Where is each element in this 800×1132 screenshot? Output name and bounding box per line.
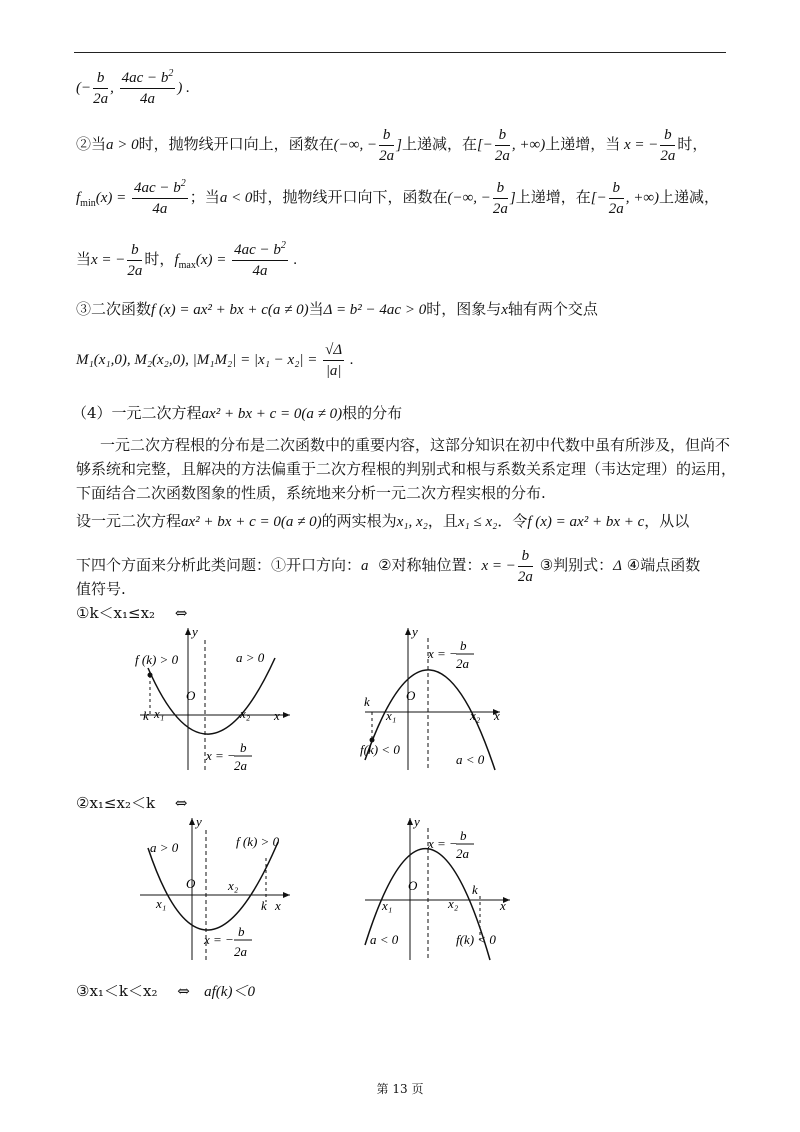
label-b: b	[460, 638, 467, 653]
label-x1: x₁	[382, 898, 393, 913]
label-fk: f(k) < 0	[360, 742, 400, 757]
paragraph-line-4: 设一元二次方程ax² + bx + c = 0(a ≠ 0)的两实根为x₁, x₂，且x₁ ≤ x₂．令f (x) = ax² + bx + c，从以	[76, 512, 690, 530]
label-axis: x = −	[206, 748, 236, 763]
label-o: O	[408, 878, 418, 893]
y-axis-arrow	[405, 628, 411, 635]
label-k: k	[364, 694, 370, 709]
paragraph-line-2: 够系统和完整，且解决的方法偏重于二次方程根的判别式和根与系数关系定理（韦达定理）的运用，	[76, 460, 737, 478]
paragraph-line-1: 一元二次方程根的分布是二次函数中的重要内容，这部分知识在初中代数中虽有所涉及，但尚不	[100, 436, 731, 454]
label-o: O	[186, 688, 196, 703]
label-fk: f (k) > 0	[236, 834, 280, 849]
label-a: a < 0	[370, 932, 399, 947]
header-rule	[74, 52, 726, 53]
label-2a: 2a	[456, 656, 469, 671]
label-fk: f(k) < 0	[456, 932, 496, 947]
y-axis-arrow	[185, 628, 191, 635]
label-2a: 2a	[456, 846, 469, 861]
graph-case2-a-neg	[360, 810, 530, 970]
label-o: O	[186, 876, 196, 891]
label-y: y	[412, 624, 418, 639]
parabola	[148, 842, 278, 930]
case-3-label: ③x₁＜k＜x₂ ⇔ af(k)＜0	[76, 982, 255, 1000]
label-y: y	[196, 814, 202, 829]
label-x2: x₂	[470, 708, 481, 723]
discriminant-line: ③二次函数f (x) = ax² + bx + c(a ≠ 0)当Δ = b² − 4ac > 0时，图象与x轴有两个交点	[76, 300, 598, 318]
case-a-positive-line: ②当a > 0时，抛物线开口向上，函数在(−∞, − $\frac{b}{2a}$ ]上递减，在[− $\frac{b}{2a}$ , +∞)上递增，当 x = − $\frac{b}{2a}$ 时，	[76, 127, 708, 164]
page-number: 第 13 页	[376, 1082, 424, 1096]
label-o: O	[406, 688, 416, 703]
label-x2: x₂	[448, 896, 459, 911]
label-2a: 2a	[234, 758, 247, 773]
graph-case1-a-pos	[130, 620, 300, 780]
y-axis-arrow	[407, 818, 413, 825]
graph-case2-a-pos	[130, 810, 300, 970]
label-x1: x₁	[154, 706, 165, 721]
paragraph-line-3: 下面结合二次函数图象的性质，系统地来分析一元二次方程实根的分布.	[76, 484, 546, 502]
label-y: y	[414, 814, 420, 829]
graph-case1-a-neg	[360, 620, 530, 780]
label-x1: x₁	[156, 896, 167, 911]
x-axis-arrow	[283, 712, 290, 718]
label-a: a > 0	[236, 650, 265, 665]
label-axis: x = −	[428, 646, 458, 661]
fmin-line: $f_{min}(x)$ = $\frac{4ac - b^2}{4a}$ ；当a < 0时，抛物线开口向下，函数在(−∞, − $\frac{b}{2a}$ ]上递增，在[− $\frac{b}{2a}$ , +∞)上递减，	[76, 178, 720, 217]
label-x: x	[500, 898, 506, 913]
vertex-line: (− $\frac{b}{2a}$ , $\frac{4ac - b^2}{4a}$ ) .	[76, 68, 190, 107]
label-fk: f (k) > 0	[135, 652, 179, 667]
case-1-label: ①k＜x₁≤x₂ ⇔	[76, 604, 188, 622]
label-x: x	[274, 708, 280, 723]
label-axis: x = −	[428, 836, 458, 851]
label-axis: x = −	[204, 932, 234, 947]
label-x2: x₂	[240, 706, 251, 721]
label-b: b	[240, 740, 247, 755]
parabola	[148, 658, 275, 734]
label-x: x	[494, 708, 500, 723]
label-a: a > 0	[150, 840, 179, 855]
point-fk	[148, 673, 153, 678]
label-k: k	[472, 882, 478, 897]
x-axis-arrow	[283, 892, 290, 898]
case-2-label: ②x₁≤x₂＜k ⇔	[76, 794, 188, 812]
section-heading: （4）一元二次方程ax² + bx + c = 0(a ≠ 0)根的分布	[72, 404, 403, 422]
paragraph-line-6: 值符号.	[76, 580, 126, 598]
label-k: k	[261, 898, 267, 913]
label-x1: x₁	[386, 708, 397, 723]
y-axis-arrow	[189, 818, 195, 825]
label-k: k	[143, 708, 149, 723]
label-b: b	[238, 924, 245, 939]
fmax-line: 当x = − $\frac{b}{2a}$ 时，$f_{max}(x)$ = $\frac{4ac - b^2}{4a}$ .	[76, 240, 298, 279]
label-a: a < 0	[456, 752, 485, 767]
label-x: x	[275, 898, 281, 913]
distance-line: M₁(x₁,0), M₂(x₂,0), |M₁M₂| = |x₁ − x₂| = $\frac{√\Delta}{|a|}$ .	[76, 342, 354, 379]
label-2a: 2a	[234, 944, 247, 959]
paragraph-line-5: 下四个方面来分析此类问题：①开口方向：a ②对称轴位置：x = − $\frac{b}{2a}$ ③判别式：Δ ④端点函数	[76, 548, 701, 585]
label-x2: x₂	[228, 878, 239, 893]
label-b: b	[460, 828, 467, 843]
label-y: y	[192, 624, 198, 639]
